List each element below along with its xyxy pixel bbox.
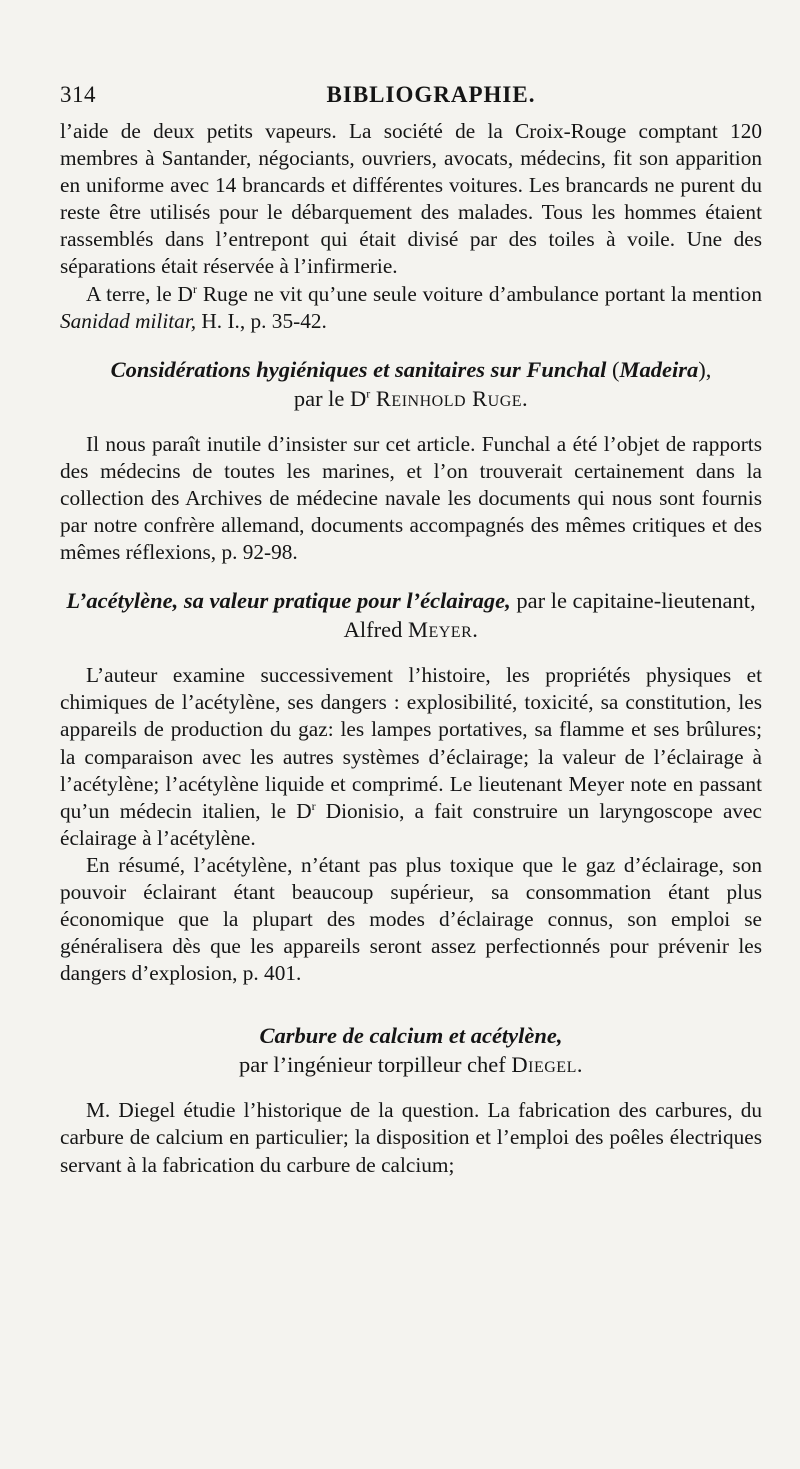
article-3-body: M. Diegel étudie l’historique de la question. La fabrication des carbures, du carbure de calcium en particulier; la disposition et l’emploi des poêles électriques servant à la fabrication du carbure de calcium; (60, 1098, 762, 1177)
running-title: BIBLIOGRAPHIE. (326, 82, 536, 107)
article-2-author: Meyer. (407, 617, 479, 643)
article-3-author: Diegel. (511, 1052, 583, 1078)
continuation-paragraph-2: A terre, le $D^r$ Ruge ne vit qu’une seule voiture d’ambulance portant la mention Sanidad militar, H. I., p. 35-42. (60, 281, 762, 333)
article-1-body: Il nous paraît inutile d’insister sur cet article. Funchal a été l’objet de rapports des médecins de toutes les marines, et l’on trouverait certainement dans la collection des Archives de médecine navale les documents qui nous sont fournis par notre confrère allemand, documents accompagnés des mêmes critiques et des mêmes réflexions, p. 92-98. (60, 431, 762, 565)
running-header (60, 78, 762, 118)
article-2-body-1: L’auteur examine successivement l’histoire, les propriétés physiques et chimiques de l’acétylène, ses dangers : explosibilité, toxicité, sa constitution, les appareils de production du gaz: les lampes portatives, sa flamme et ses brûlures; la comparaison avec les autres systèmes d’éclairage; la valeur de l’éclairage à l’acétylène; l’acétylène liquide et comprimé. Le lieutenant Meyer note en passant qu’un médecin italien, le $D^r$ Dionisio, a fait construire un laryngoscope avec éclairage à l’acétylène. (60, 663, 762, 850)
page-number: 314 (60, 82, 96, 107)
article-2-title: L’acétylène, sa valeur pratique pour l’éclairage, par le capitaine-lieutenant, Alfred Meyer. (66, 588, 756, 643)
article-3-title: Carbure de calcium et acétylène, par l’ingénieur torpilleur chef Diegel. (239, 1023, 583, 1078)
article-1-title: Considérations hygiéniques et sanitaires sur Funchal (Madeira), par le $D^r$ Reinhold Ruge. (110, 356, 712, 411)
article-1-author: Reinhold Ruge. (375, 385, 529, 411)
article-2-body-2: En résumé, l’acétylène, n’étant pas plus toxique que le gaz d’éclairage, son pouvoir éclairant étant beaucoup supérieur, sa consommation étant plus économique que la plupart des modes d’éclairage connus, son emploi se généralisera dès que les appareils seront assez perfectionnés pour prévenir les dangers d’explosion, p. 401. (60, 852, 762, 986)
continuation-paragraph: l’aide de deux petits vapeurs. La société de la Croix-Rouge comptant 120 membres à Santander, négociants, ouvriers, avocats, médecins, fit son apparition en uniforme avec 14 brancards et différentes voitures. Les brancards ne purent du reste être utilisés pour le débarquement des malades. Tous les hommes étaient rassemblés dans l’entrepont qui était divisé par des toiles à voile. Une des séparations était réservée à l’infirmerie. (60, 119, 762, 279)
